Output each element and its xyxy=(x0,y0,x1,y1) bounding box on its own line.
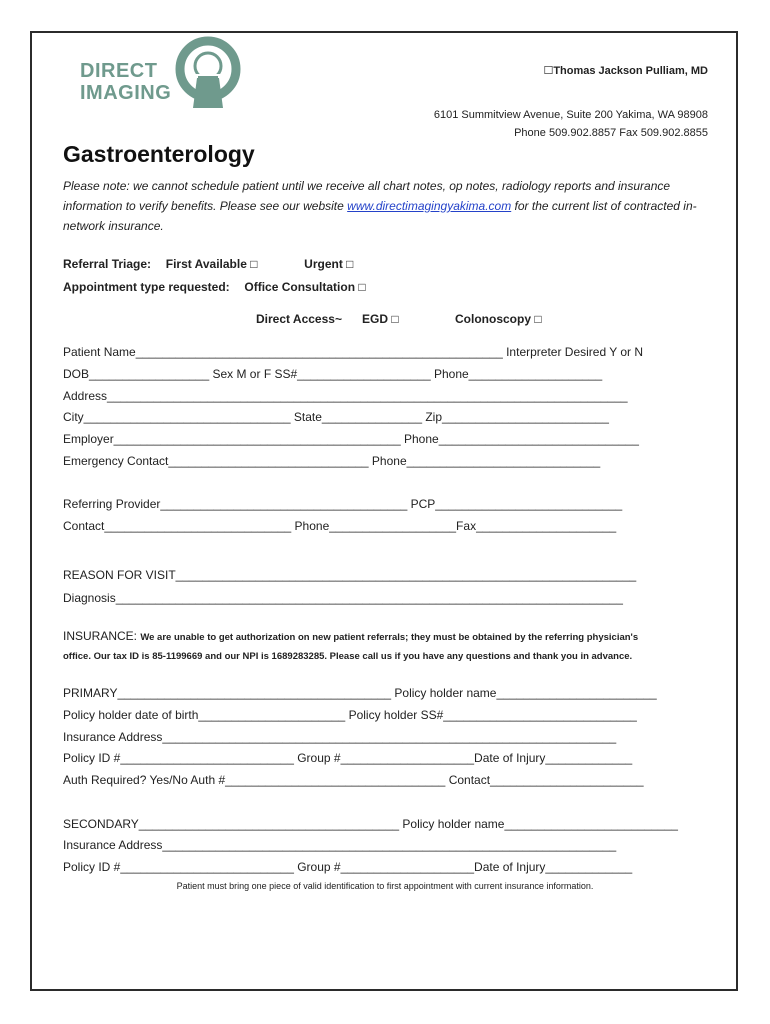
employer-field[interactable]: Employer___________________________________________ Phone______________________________ xyxy=(63,432,639,446)
referral-triage-row xyxy=(63,257,353,271)
city-state-zip-field[interactable]: City_______________________________ State_______________ Zip_________________________ xyxy=(63,410,609,424)
egd-checkbox[interactable]: EGD □ xyxy=(362,312,399,326)
direct-imaging-logo xyxy=(80,36,245,112)
phone-fax-line: Phone 509.902.8857 Fax 509.902.8855 xyxy=(514,127,708,139)
reason-for-visit-field[interactable]: REASON FOR VISIT_____________________________________________________________________ xyxy=(63,568,637,582)
emergency-contact-field[interactable]: Emergency Contact______________________________ Phone_____________________________ xyxy=(63,454,601,468)
website-link[interactable]: www.directimagingyakima.com xyxy=(347,199,512,213)
note-text: Please note: we cannot schedule patient until we receive all chart notes, op notes, radiology reports and insurance information to verify benefits. Please see our website xyxy=(63,179,671,213)
policy-holder-dob-field[interactable]: Policy holder date of birth______________________ Policy holder SS#_____________________________ xyxy=(63,708,637,722)
auth-required-field[interactable]: Auth Required? Yes/No Auth #_________________________________ Contact_______________________ xyxy=(63,773,644,787)
triage-label: Referral Triage: xyxy=(63,257,152,271)
page-title: Gastroenterology xyxy=(63,141,255,167)
insurance-notice-line-2: office. Our tax ID is 85-1199669 and our NPI is 1689283285. Please call us if you have any questions and thank you in advance. xyxy=(63,651,633,662)
insurance-heading: INSURANCE: xyxy=(63,629,141,643)
dob-sex-ssn-phone-field[interactable]: DOB__________________ Sex M or F SS#____________________ Phone____________________ xyxy=(63,367,603,381)
referring-provider-field[interactable]: Referring Provider_____________________________________ PCP____________________________ xyxy=(63,497,623,511)
primary-insurance-field[interactable]: PRIMARY_________________________________________ Policy holder name________________________ xyxy=(63,686,657,700)
referral-contact-field[interactable]: Contact____________________________ Phone___________________Fax_____________________ xyxy=(63,519,617,533)
scheduling-note xyxy=(63,176,703,236)
scanner-icon xyxy=(175,36,241,110)
clinic-address xyxy=(434,106,708,142)
footer-note: Patient must bring one piece of valid identification to first appointment with current insurance information. xyxy=(176,881,594,891)
direct-access-label: Direct Access~ xyxy=(256,312,342,326)
primary-policy-id-field[interactable]: Policy ID #__________________________ Group #____________________Date of Injury_____________ xyxy=(63,751,633,765)
note-text-end: for the current list of contracted in-network insurance. xyxy=(63,199,697,233)
secondary-policy-id-field[interactable]: Policy ID #__________________________ Group #____________________Date of Injury_____________ xyxy=(63,860,633,874)
diagnosis-field[interactable]: Diagnosis____________________________________________________________________________ xyxy=(63,591,623,605)
insurance-notice-line-1: We are unable to get authorization on new patient referrals; they must be obtained by the referring physician's xyxy=(140,632,639,643)
secondary-insurance-address-field[interactable]: Insurance Address____________________________________________________________________ xyxy=(63,838,617,852)
logo-line-1: DIRECT xyxy=(80,60,158,82)
logo-text xyxy=(80,60,171,104)
insurance-notice xyxy=(63,629,638,643)
first-available-checkbox[interactable]: First Available □ xyxy=(165,257,258,271)
address-line: 6101 Summitview Avenue, Suite 200 Yakima, WA 98908 xyxy=(433,109,708,121)
logo-line-2: IMAGING xyxy=(80,82,172,104)
secondary-insurance-field[interactable]: SECONDARY_______________________________________ Policy holder name__________________________ xyxy=(63,817,678,831)
patient-name-field[interactable]: Patient Name_______________________________________________________ Interpreter Desired Y or N xyxy=(63,345,644,359)
doctor-checkbox-label[interactable]: ☐Thomas Jackson Pulliam, MD xyxy=(543,65,708,77)
office-consultation-checkbox[interactable]: Office Consultation □ xyxy=(244,280,366,294)
primary-insurance-address-field[interactable]: Insurance Address____________________________________________________________________ xyxy=(63,730,617,744)
appointment-label: Appointment type requested: xyxy=(63,280,230,294)
address-field[interactable]: Address______________________________________________________________________________ xyxy=(63,389,628,403)
appointment-type-row xyxy=(63,280,366,294)
colonoscopy-checkbox[interactable]: Colonoscopy □ xyxy=(455,312,542,326)
urgent-checkbox[interactable]: Urgent □ xyxy=(304,257,354,271)
